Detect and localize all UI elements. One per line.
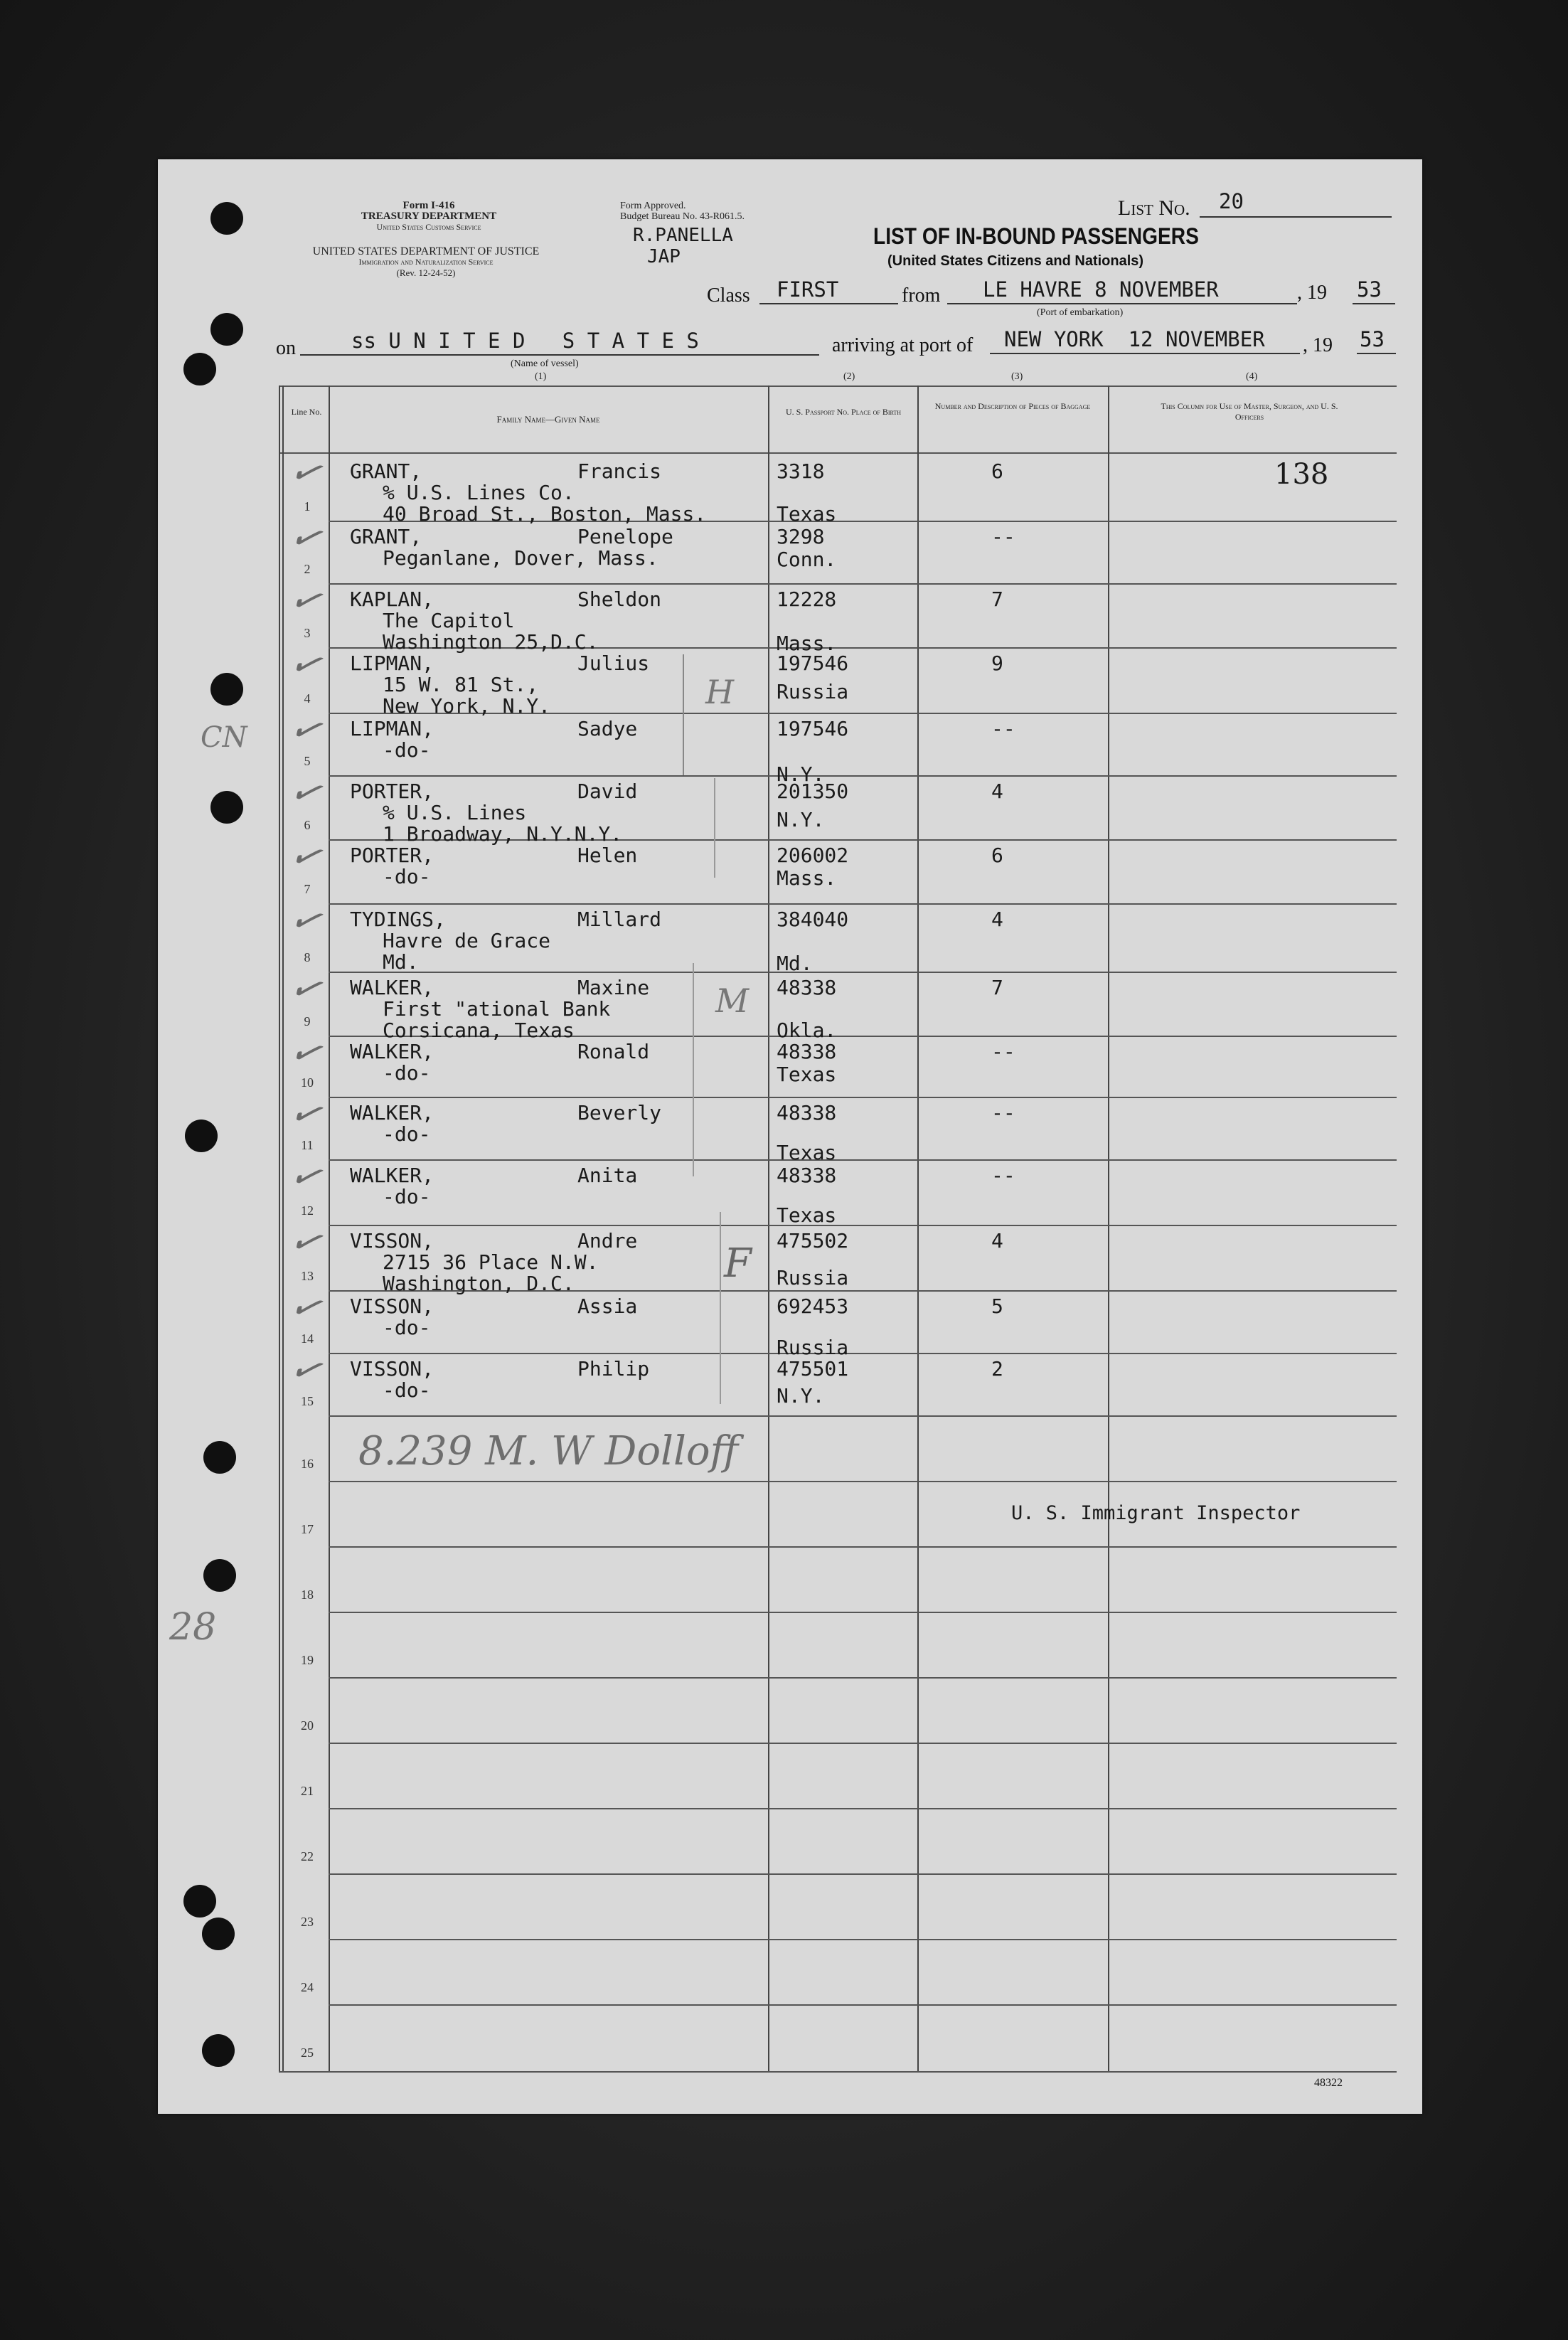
place-of-birth: Conn. [777,548,837,571]
row-divider [329,1225,1397,1226]
year-prefix-2: , 19 [1303,334,1333,356]
class-label: Class [707,284,750,307]
passport-number: 48338 [777,976,837,999]
line-number: 19 [301,1653,314,1667]
family-name: WALKER, [350,976,434,999]
check-mark: ✓ [284,639,327,690]
vessel-caption: (Name of vessel) [511,358,579,369]
address-line: -do- [383,1061,431,1085]
line-number: 6 [304,818,311,832]
check-mark: ✓ [284,767,327,818]
row-divider [329,1546,1397,1548]
given-name: Julius [577,652,650,675]
page-title: LIST OF IN-BOUND PASSENGERS [873,223,1199,249]
check-mark: ✓ [284,1027,327,1078]
given-name: Maxine [577,976,650,999]
row-divider [329,1743,1397,1744]
given-name: Ronald [577,1040,650,1063]
place-of-birth: Russia [777,1336,849,1359]
address-line: 2715 36 Place N.W. [383,1250,599,1274]
baggage-count: 4 [991,780,1003,803]
typist-initials-1: R.PANELLA [633,225,733,246]
given-name: Sheldon [577,587,662,611]
line-number: 22 [301,1849,314,1863]
check-mark: ✓ [284,1344,327,1395]
passport-number: 206002 [777,844,849,867]
passport-number: 201350 [777,780,849,803]
punch-hole [183,353,216,385]
inspector-label: U. S. Immigrant Inspector [1011,1502,1301,1524]
line-number: 7 [304,882,311,896]
line-number: 18 [301,1588,314,1602]
row-divider [329,1873,1397,1875]
header-officers: This Column for Use of Master, Surgeon, and U. S. Officers [1161,401,1338,422]
family-name: PORTER, [350,844,434,867]
row-divider [329,2004,1397,2006]
line-number: 5 [304,754,311,768]
passport-number: 12228 [777,587,837,611]
address-line: 40 Broad St., Boston, Mass. [383,502,707,526]
passport-number: 48338 [777,1164,837,1187]
passport-number: 3298 [777,525,825,548]
given-name: Helen [577,844,638,867]
family-name: VISSON, [350,1229,434,1253]
inspector-signature: 8.239 M. W Dolloff [358,1428,739,1474]
line-number: 24 [301,1980,314,1994]
place-of-birth: Mass. [777,866,837,890]
address-line: -do- [383,865,431,888]
column-number-1: (1) [535,371,547,382]
line-number: 16 [301,1457,314,1471]
family-name: GRANT, [350,525,422,548]
bracket-mark-f: F [724,1240,752,1287]
line-number: 25 [301,2046,314,2060]
passport-number: 197546 [777,652,849,675]
form-number: Form I-416 [402,200,455,211]
given-name: Francis [577,459,662,483]
punch-hole [202,2034,235,2067]
address-line: Washington, D.C. [383,1272,575,1295]
place-of-birth: N.Y. [777,762,825,786]
line-number: 9 [304,1014,311,1028]
place-of-birth: Texas [777,1203,837,1227]
baggage-count: 6 [991,459,1003,483]
family-name: PORTER, [350,780,434,803]
header-name: Family Name—Given Name [496,414,600,425]
punch-hole [203,1441,236,1474]
place-of-birth: Texas [777,1063,837,1086]
check-mark: ✓ [284,447,327,498]
punch-hole [203,1559,236,1592]
from-label: from [902,284,941,307]
line-number: 20 [301,1718,314,1733]
class-value: FIRST [777,277,839,302]
margin-note-28: 28 [169,1606,217,1649]
customs-label: United States Customs Service [376,222,481,232]
column-number-2: (2) [843,371,855,382]
year-1: 53 [1357,277,1382,302]
passport-number: 3318 [777,459,825,483]
line-number: 11 [301,1138,314,1152]
passport-number: 475502 [777,1229,849,1253]
place-of-birth: Texas [777,1141,837,1164]
footer-code: 48322 [1314,2077,1343,2089]
address-line: -do- [383,1316,431,1339]
place-of-birth: Texas [777,502,837,526]
given-name: Penelope [577,525,673,548]
line-number: 3 [304,626,311,640]
header-line-no: Line No. [291,407,322,417]
given-name: Andre [577,1229,638,1253]
row-divider [329,583,1397,585]
address-line: The Capitol [383,609,515,632]
address-line: Md. [383,950,419,974]
passport-number: 48338 [777,1040,837,1063]
given-name: Sadye [577,717,638,740]
check-mark: ✓ [284,1282,327,1333]
row-divider [329,1415,1397,1417]
passport-number: 384040 [777,908,849,931]
baggage-count: 2 [991,1357,1003,1381]
treasury-label: TREASURY DEPARTMENT [361,211,497,222]
address-line: First "ational Bank [383,997,611,1021]
row-divider [329,1097,1397,1098]
check-mark: ✓ [284,575,327,626]
punch-hole [210,202,243,235]
column-number-3: (3) [1011,371,1023,382]
punch-hole [210,673,243,706]
column-number-4: (4) [1246,371,1258,382]
check-mark: ✓ [284,512,327,563]
typist-initials-2: JAP [647,246,681,267]
line-number: 1 [304,499,311,514]
given-name: Assia [577,1294,638,1318]
row-divider [329,1612,1397,1613]
family-name: VISSON, [350,1294,434,1318]
arriving-label: arriving at port of [832,334,974,356]
address-line: 1 Broadway, N.Y.N.Y. [383,822,623,846]
family-name: LIPMAN, [350,652,434,675]
place-of-birth: Russia [777,680,849,703]
justice-label: UNITED STATES DEPARTMENT OF JUSTICE [312,245,540,257]
address-line: -do- [383,1185,431,1208]
given-name: Millard [577,908,662,931]
line-number: 8 [304,950,311,964]
baggage-count: -- [991,1101,1015,1124]
address-line: Havre de Grace [383,929,551,952]
address-line: 15 W. 81 St., [383,673,539,696]
family-name: WALKER, [350,1040,434,1063]
address-line: % U.S. Lines [383,801,527,824]
baggage-count: 6 [991,844,1003,867]
check-mark: ✓ [284,831,327,882]
row-divider [329,775,1397,777]
revision-label: (Rev. 12-24-52) [396,267,456,278]
row-divider [329,1481,1397,1482]
passport-number: 48338 [777,1101,837,1124]
row-divider [329,1808,1397,1809]
budget-bureau: Budget Bureau No. 43-R061.5. [620,211,745,222]
baggage-count: 5 [991,1294,1003,1318]
arrival-value: NEW YORK 12 NOVEMBER [1004,327,1265,351]
vessel-name: ss U N I T E D S T A T E S [351,329,699,353]
line-number: 23 [301,1915,314,1929]
check-mark: ✓ [284,895,327,946]
given-name: Anita [577,1164,638,1187]
line-number: 14 [301,1331,314,1346]
family-name: KAPLAN, [350,587,434,611]
row-divider [329,1353,1397,1354]
address-line: -do- [383,1378,431,1402]
line-number: 2 [304,562,311,576]
passport-number: 197546 [777,717,849,740]
check-mark: ✓ [284,704,327,755]
address-line: Washington 25,D.C. [383,630,599,654]
place-of-birth: N.Y. [777,1384,825,1408]
check-mark: ✓ [284,963,327,1014]
passport-number: 692453 [777,1294,849,1318]
year-prefix-1: , 19 [1297,282,1327,304]
family-name: TYDINGS, [350,908,446,931]
baggage-count: 7 [991,976,1003,999]
year-2: 53 [1360,327,1385,351]
passport-number: 475501 [777,1357,849,1381]
row-divider [329,903,1397,905]
baggage-count: -- [991,1164,1015,1187]
address-line: New York, N.Y. [383,694,551,718]
punch-hole [202,1918,235,1950]
family-name: WALKER, [350,1164,434,1187]
line-number: 17 [301,1522,314,1536]
embarkation-value: LE HAVRE 8 NOVEMBER [983,277,1219,302]
check-mark: ✓ [284,1088,327,1139]
line-number: 12 [301,1203,314,1218]
address-line: -do- [383,1122,431,1146]
address-line: Peganlane, Dover, Mass. [383,546,658,570]
bracket-mark-h: H [705,673,735,711]
line-number: 4 [304,691,311,706]
place-of-birth: Mass. [777,632,837,655]
header-passport: U. S. Passport No. Place of Birth [785,407,902,417]
address-line: Corsicana, Texas [383,1019,575,1042]
line-number: 21 [301,1784,314,1798]
page-subtitle: (United States Citizens and Nationals) [887,253,1144,269]
punch-hole [183,1885,216,1918]
place-of-birth: Md. [777,952,813,975]
row-divider [329,1939,1397,1940]
punch-hole [210,791,243,824]
margin-note-cn: CN [201,721,247,754]
family-name: LIPMAN, [350,717,434,740]
place-of-birth: Russia [777,1266,849,1289]
place-of-birth: Okla. [777,1019,837,1042]
line-number: 13 [301,1269,314,1283]
punch-hole [185,1120,218,1152]
bracket-mark-m: M [715,982,750,1020]
check-mark: ✓ [284,1216,327,1267]
given-name: David [577,780,638,803]
family-name: WALKER, [350,1101,434,1124]
family-name: GRANT, [350,459,422,483]
baggage-count: 9 [991,652,1003,675]
header-baggage: Number and Description of Pieces of Baggage [934,401,1091,411]
given-name: Philip [577,1357,650,1381]
check-mark: ✓ [284,1151,327,1202]
baggage-count: 7 [991,587,1003,611]
on-label: on [276,337,296,359]
manifest-sheet [158,159,1422,2114]
list-number-label: List No. [1118,196,1190,220]
ins-label: Immigration and Naturalization Service [358,257,494,267]
baggage-count: 4 [991,1229,1003,1253]
list-number: 20 [1219,189,1244,213]
baggage-count: -- [991,717,1015,740]
row-divider [329,1677,1397,1679]
address-line: -do- [383,738,431,762]
punch-hole [210,313,243,346]
row-divider [329,972,1397,973]
baggage-count: -- [991,525,1015,548]
family-name: VISSON, [350,1357,434,1381]
line-number: 15 [301,1394,314,1408]
baggage-count: -- [991,1040,1015,1063]
row-divider [329,1159,1397,1161]
baggage-count: 4 [991,908,1003,931]
port-embarkation-caption: (Port of embarkation) [1037,307,1124,318]
line-number: 10 [301,1075,314,1090]
form-approved: Form Approved. [620,201,686,211]
place-of-birth: N.Y. [777,808,825,831]
given-name: Beverly [577,1101,662,1124]
address-line: % U.S. Lines Co. [383,481,575,504]
officer-note: 138 [1274,458,1329,491]
